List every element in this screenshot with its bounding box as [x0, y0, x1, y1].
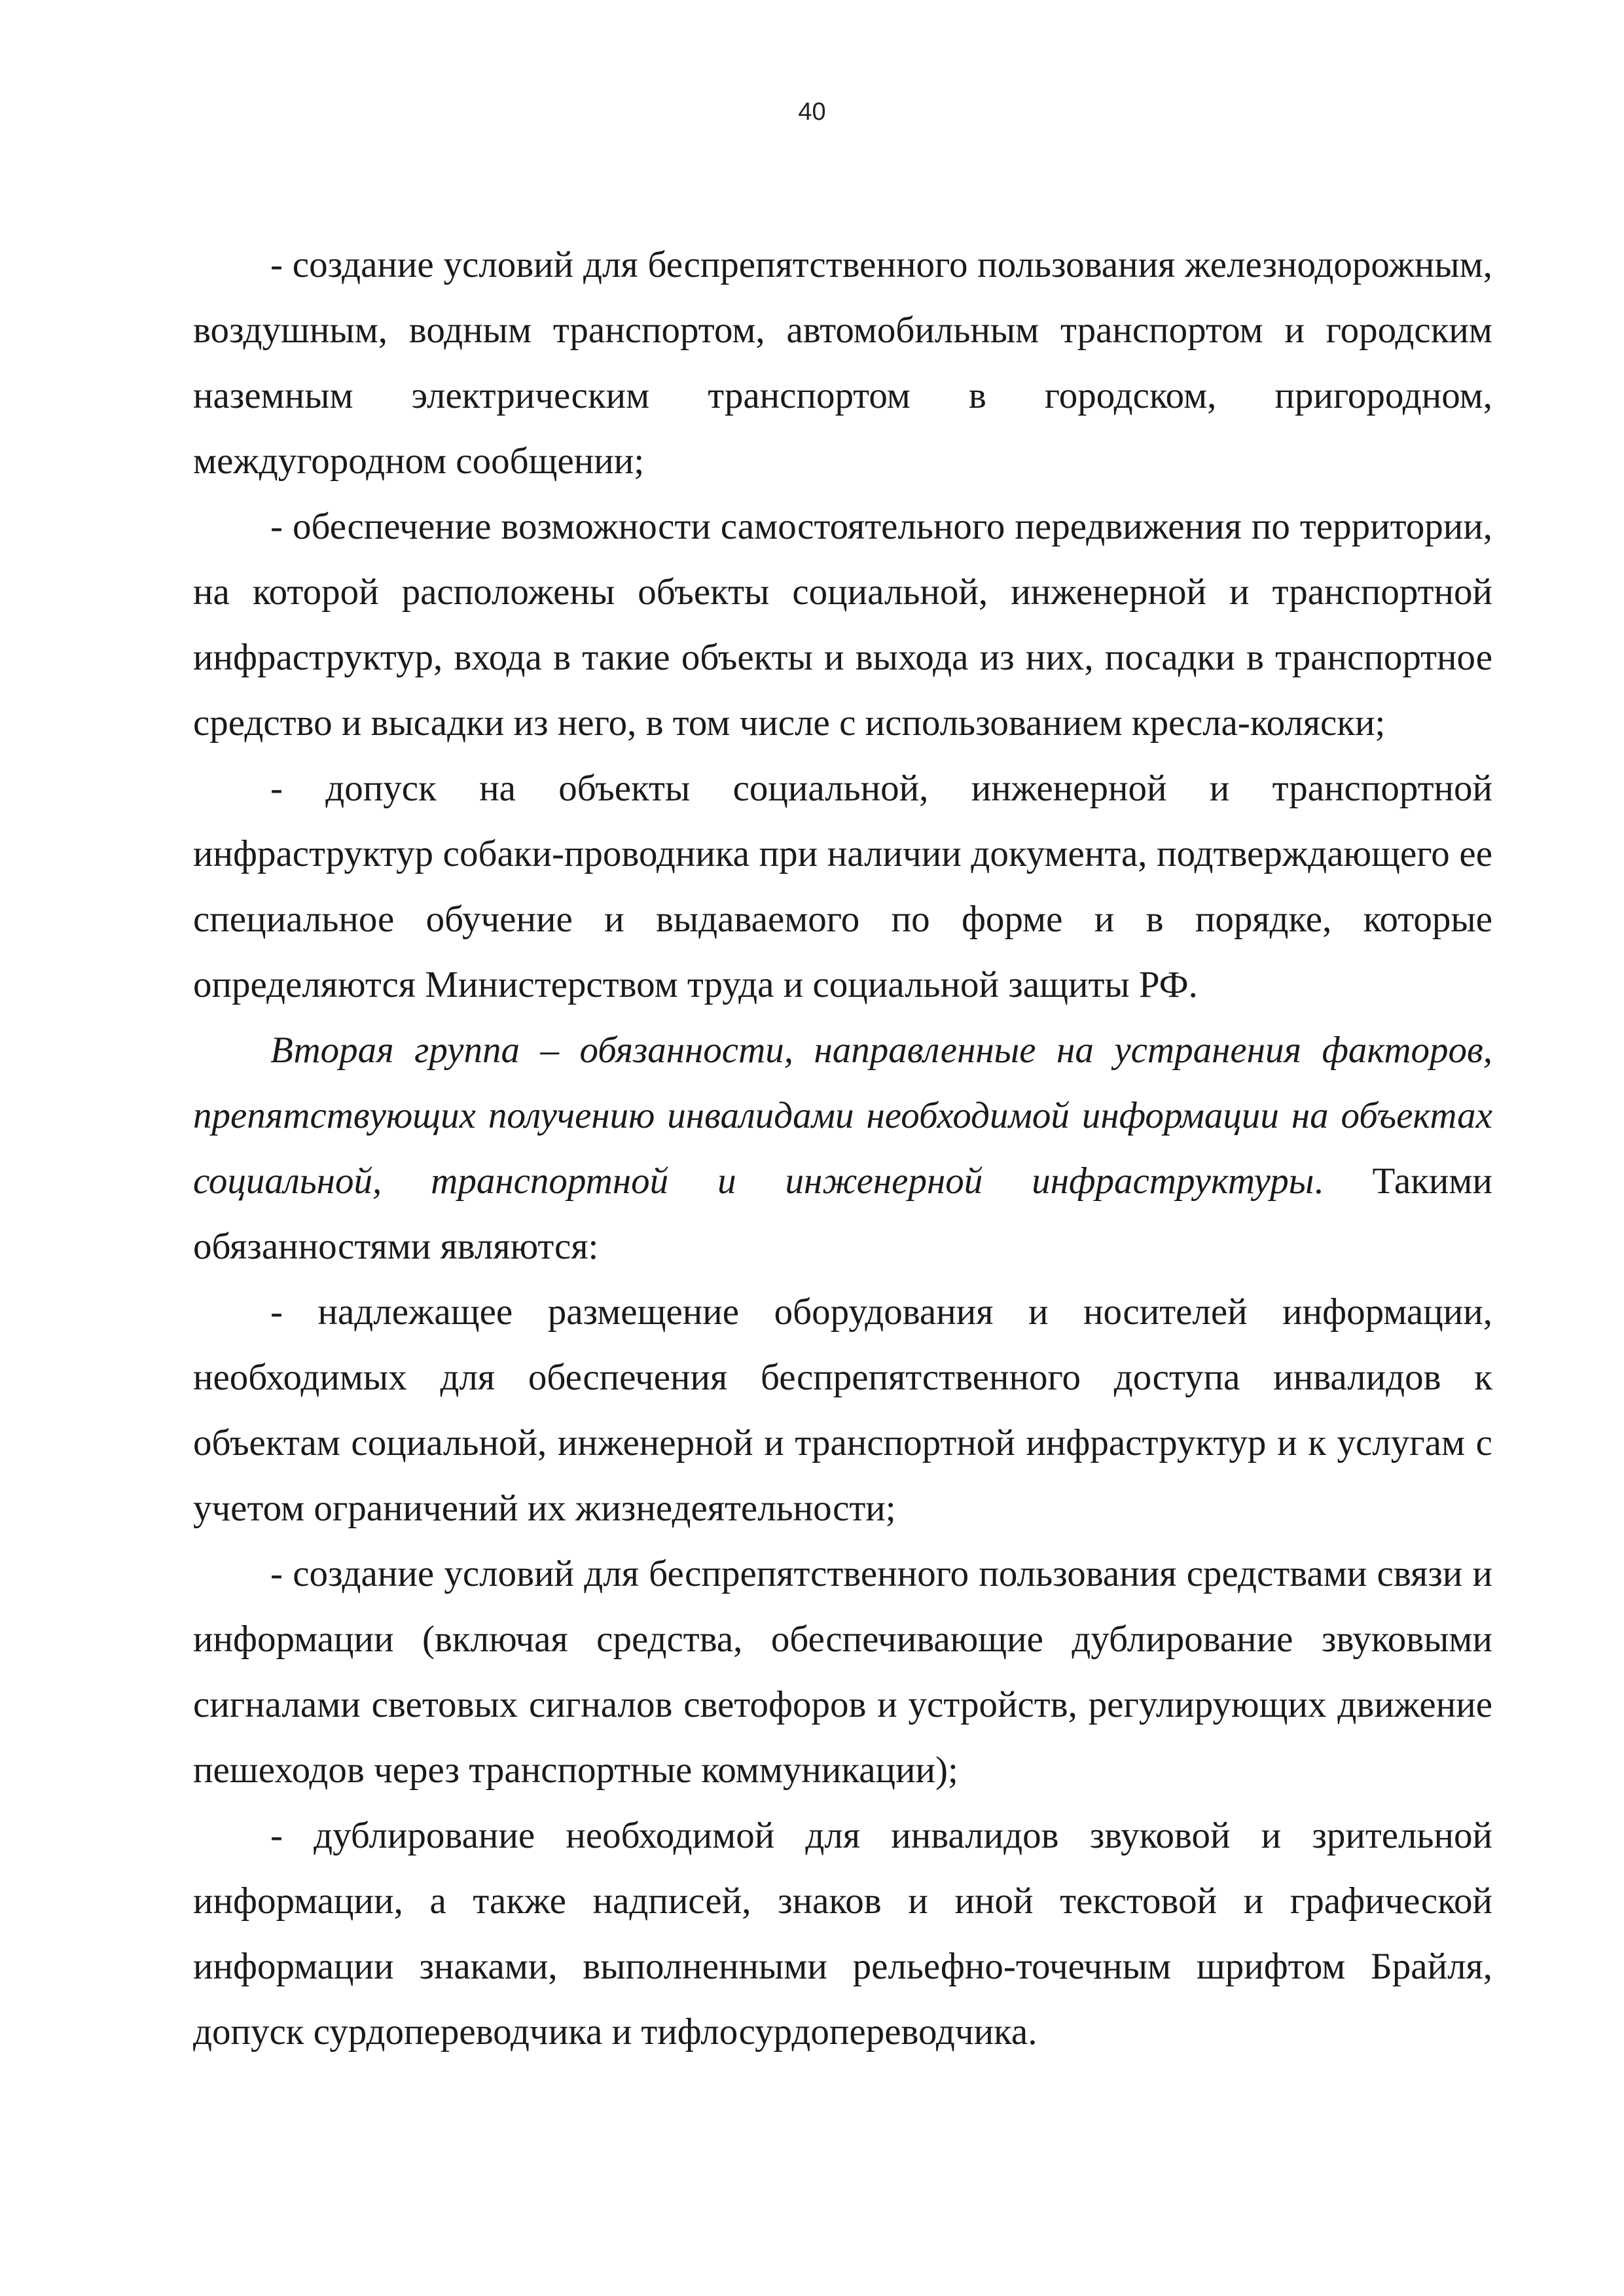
- paragraph-braille: - дублирование необходимой для инвалидов звуковой и зрительной информации, а также надписей, знаков и иной текстовой и графической информации знаками, выполненными рельефно-точечным шрифтом Брайля, допуск сурдопереводчика и тифлосурдопереводчика.: [193, 1815, 1492, 2053]
- paragraph-movement: - обеспечение возможности самостоятельного передвижения по территории, на которой расположены объекты социальной, инженерной и транспортной инфраструктур, входа в такие объекты и выхода из них, посадки в транспортное средство и высадки из него, в том числе с использованием кресла-коляски;: [193, 506, 1492, 744]
- text-body: [193, 232, 1492, 2065]
- page-number: 40: [798, 98, 826, 126]
- paragraph-second-group: [193, 1018, 1492, 1280]
- second-group-text: . Такими обязанностями являются:: [193, 1160, 1492, 1267]
- paragraph-guide-dog: - допуск на объекты социальной, инженерной и транспортной инфраструктур собаки-проводника при наличии документа, подтверждающего ее специальное обучение и выдаваемого по форме и в порядке, которые определяются Министерством труда и социальной защиты РФ.: [193, 768, 1492, 1005]
- paragraph-communication: - создание условий для беспрепятственного пользования средствами связи и информации (включая средства, обеспечивающие дублирование звуковыми сигналами световых сигналов светофоров и устройств, регулирующих движение пешеходов через транспортные коммуникации);: [193, 1553, 1492, 1791]
- second-group-heading: Вторая группа – обязанности, направленные на устранения факторов, препятствующих получению инвалидами необходимой информации на объектах социальной, транспортной и инженерной инфраструктуры: [193, 1030, 1492, 1202]
- paragraph-equipment: - надлежащее размещение оборудования и носителей информации, необходимых для обеспечения беспрепятственного доступа инвалидов к объектам социальной, инженерной и транспортной инфраструктур и к услугам с учетом ограничений их жизнедеятельности;: [193, 1291, 1492, 1529]
- paragraph-transport-use: - создание условий для беспрепятственного пользования железнодорожным, воздушным, водным транспортом, автомобильным транспортом и городским наземным электрическим транспортом в городском, пригородном, междугородном сообщении;: [193, 244, 1492, 482]
